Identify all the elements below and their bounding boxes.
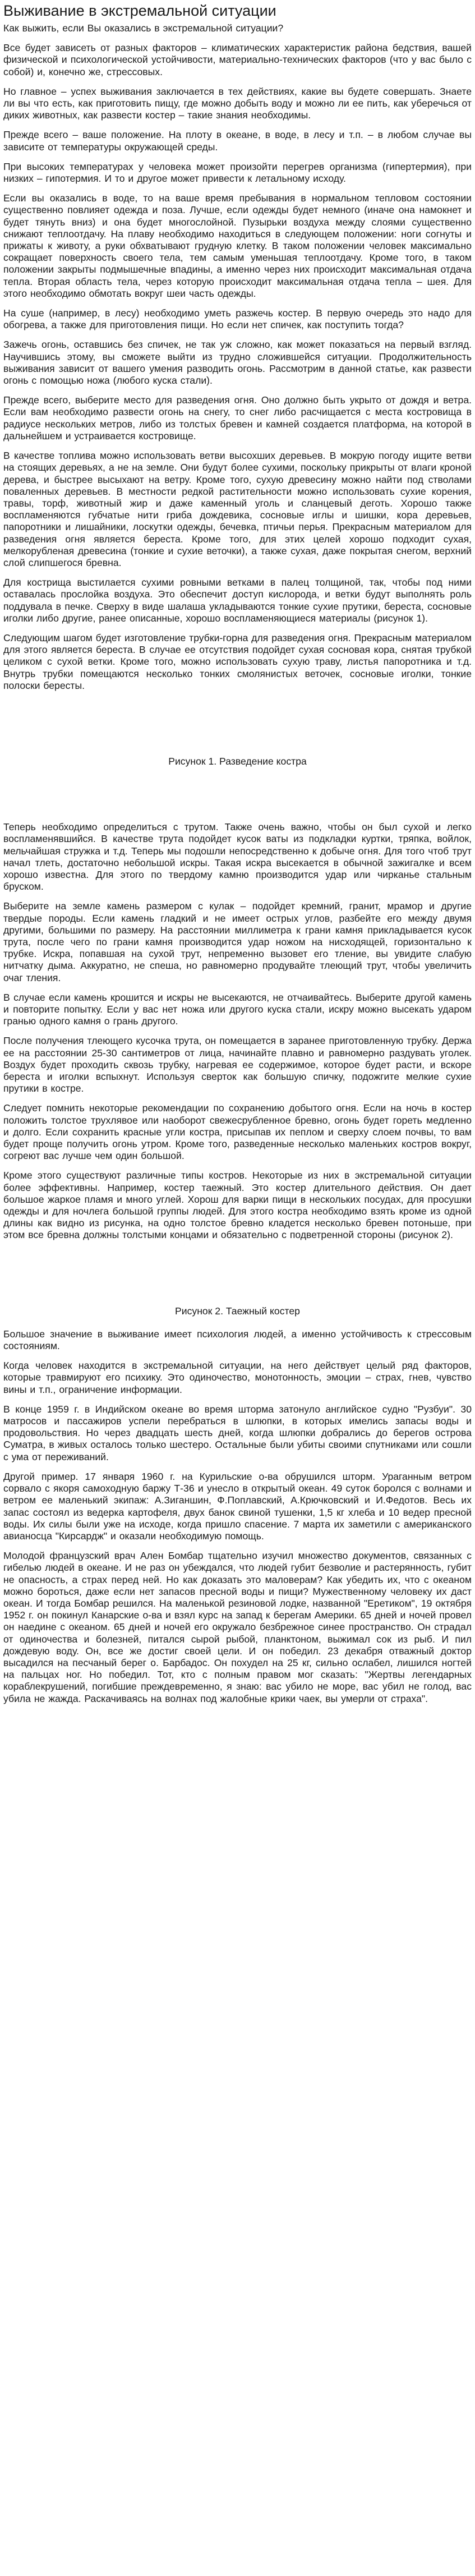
- figure-1-caption: Рисунок 1. Разведение костра: [168, 755, 307, 767]
- paragraph: Как выжить, если Вы оказались в экстремальной ситуации?: [3, 22, 284, 34]
- paragraph: Теперь необходимо определиться с трутом. Также очень важно, чтобы он был сухой и легко воспламенявшийся. В качестве трута подойдет кусок ваты из подкладки куртки, тряпка, войлок, мельчайшая стружка и т.д. Теперь мы подошли непосредственно к добыче огня. Для того чтоб трут начал тлеть, достаточно небольшой искры. Такая искра высекается в обычной зажигалке и всем хорошо известна. Для этого по твердому камню производится удар или чирканье стальным бруском.: [3, 821, 472, 893]
- paragraph: Но главное – успех выживания заключается в тех действиях, какие вы будете совершать. Знаете ли вы что есть, как приготовить пищу, где можно добыть воду и можно ли ее пить, как уберечься от диких животных, как развести костер – такие знания необходимы.: [3, 85, 472, 121]
- paragraph: После получения тлеющего кусочка трута, он помещается в заранее приготовленную трубку. Держа ее на расстоянии 25-30 сантиметров от лица, начинайте плавно и равномерно раздувать уголек. Воздух будет проходить сквозь трубку, нагревая ее содержимое, которое будет расти, и вскоре береста и иголки вспыхнут. Используя сверток как большую спичку, подожгите мелкие сухие прутики в костре.: [3, 1035, 472, 1094]
- figure-1-placeholder: [3, 700, 472, 756]
- paragraph: Следует помнить некоторые рекомендации по сохранению добытого огня. Если на ночь в костер положить толстое трухлявое или наоборот свежесрубленное бревно, огонь будет гореть медленно и долго. Если сохранить красные угли костра, присыпав их пеплом и сверху слоем почвы, то вам будет проще получить огонь утром. Кроме того, разведенные несколько маленьких костров вокруг, согреют вас лучше чем один большой.: [3, 1102, 472, 1162]
- page-title: Выживание в экстремальной ситуации: [3, 2, 276, 19]
- paragraph: Следующим шагом будет изготовление трубки-горна для разведения огня. Прекрасным материалом для этого является береста. В случае ее отсутствия подойдет сухая сосновая кора, снятая трубкой целиком с сухой ветки. Кроме того, можно использовать сухую траву, листья папоротника и т.д. Внутрь трубки помещаются несколько тонких смолянистых веточек, сосновые иголки, тонкие полоски бересты.: [3, 632, 472, 691]
- paragraph: Кроме этого существуют различные типы костров. Некоторые из них в экстремальной ситуации более эффективны. Например, костер таежный. Это костер длительного действия. Он дает большое жаркое пламя и много углей. Хорош для варки пищи в нескольких посудах, для просушки одежды и для ночлега большой группы людей. Для этого костра необходимо взять кроме из одной длины как видно из рисунка, на одно толстое бревно кладется несколько бревен потоньше, при этом все бревна должны толстыми концами и обязательно с подветренной стороны (рисунок 2).: [3, 1170, 472, 1241]
- paragraph: Большое значение в выживание имеет психология людей, а именно устойчивость к стрессовым состояниям.: [3, 1328, 472, 1352]
- paragraph: В качестве топлива можно использовать ветви высохших деревьев. В мокрую погоду ищите ветви на стоящих деревьях, а не на земле. Они будут более сухими, поскольку прикрыты от влаги кроной дерева, и быстрее высыхают на ветру. Кроме того, сухую древесину можно найти под стволами поваленных деревьев. В местности редкой растительности можно использовать сухие корения, травы, торф, животный жир и даже каменный уголь и сланцевый деготь. Хорошо также воспламеняются губчатые нити гриба дождевика, сосновые иглы и шишки, кора деревьев, папоротники и лишайники, лоскутки одежды, бечевка, птичьи перья. Прекрасным материалом для разведения огня является береста. Кроме того, для этих целей хорошо подходит сухая, мелкорубленая древесина (тонкие и сухие веточки), а также сухая, даже покрытая снегом, верхний слой слипшегося бревна.: [3, 450, 472, 568]
- paragraph: Когда человек находится в экстремальной ситуации, на него действует целый ряд факторов, которые травмируют его психику. Это одиночество, монотонность, эмоции – страх, гнев, чувство вины и т.п., ограничение информации.: [3, 1360, 472, 1395]
- paragraph: Если вы оказались в воде, то на ваше время пребывания в нормальном тепловом состоянии существенно повлияет одежда и поза. Лучше, если одежды будет немного (иначе она намокнет и будет тянуть вниз) и она будет многослойной. Пузырьки воздуха между слоями существенно снижают теплоотдачу. На плаву необходимо находиться в следующем положении: ноги согнуты и прижаты к животу, а руки обхватывают грудную клетку. В таком положении человек максимально сокращает поверхность своего тела, тем самым уменьшая теплоотдачу. Кроме того, в таком положении закрыты подмышечные впадины, а именно через них происходит максимальная отдача тепла. Вторая область тела, через которую происходит максимальная отдача тепла – шея. Для этого необходимо обмотать вокруг шеи часть одежды.: [3, 192, 472, 299]
- figure-1-spacer: [3, 767, 472, 821]
- paragraph: На суше (например, в лесу) необходимо уметь разжечь костер. В первую очередь это надо для обогрева, а также для приготовления пищи. Но если нет спичек, как поступить тогда?: [3, 307, 472, 331]
- figure-2-placeholder: [3, 1249, 472, 1305]
- figure-2-caption: Рисунок 2. Таежный костер: [175, 1305, 300, 1317]
- section-intro: [3, 22, 472, 692]
- figure-2-spacer: [3, 1317, 472, 1328]
- paragraph: При высоких температурах у человека может произойти перегрев организма (гипертермия), при низких – гипотермия. И то и другое может привести к летальному исходу.: [3, 160, 472, 185]
- paragraph: Другой пример. 17 января 1960 г. на Курильские о-ва обрушился шторм. Ураганным ветром сорвало с якоря самоходную баржу Т-36 и унесло в открытый океан. 49 суток боролся с волнами и ветром ее маленький экипаж: А.Зиганшин, Ф.Поплавский, А.Крючковский и И.Федотов. Весь их запас состоял из ведерка картофеля, двух банок свиной тушенки, 1,5 кг хлеба и 10 ведер пресной воды. Их силы были уже на исходе, когда пришло спасение. 7 марта их заметили с американского авианосца "Кирсардж" и оказали необходимую помощь.: [3, 1470, 472, 1542]
- paragraph: Зажечь огонь, оставшись без спичек, не так уж сложно, как может показаться на первый взгляд. Научившись этому, вы сможете выйти из трудно сложившейся ситуации. Продолжительность выживания зависит от вашего умения разводить огонь. Рассмотрим в данной статье, как развести огонь с помощью ножа (любого куска стали).: [3, 339, 472, 387]
- paragraph: В случае если камень крошится и искры не высекаются, не отчаивайтесь. Выберите другой камень и повторите попытку. Если у вас нет ножа или другого куска стали, искру можно высекать ударом гранью одного камня о грань другого.: [3, 991, 472, 1027]
- paragraph: Прежде всего, выберите место для разведения огня. Оно должно быть укрыто от дождя и ветра. Если вам необходимо развести огонь на снегу, то снег либо расчищается с места костровища в радиусе нескольких метров, либо из толстых бревен и камней создается платформа, на которой в дальнейшем и устраивается костровище.: [3, 394, 472, 441]
- paragraph: Выберите на земле камень размером с кулак – подойдет кремний, гранит, мрамор и другие твердые породы. Если камень гладкий и не имеет острых углов, разбейте его между двумя другими, большими по размеру. На расстоянии миллиметра к грани камня прикладывается кусок трута, после чего по грани камня производится удар ножом на нисходящей, горизонтально к трубке. Искра, попавшая на сухой трут, непременно вызовет его тление, вы увидите слабую нитчатку дыма. Аккуратно, не спеша, но равномерно продувайте тлеющий трут, чтобы увеличить очаг тления.: [3, 900, 472, 983]
- section-psychology: [3, 1328, 472, 1705]
- paragraph: Для кострища выстилается сухими ровными ветками в палец толщиной, так, чтобы под ними оставалась прослойка воздуха. Это обеспечит доступ кислорода, и ветки будут выполнять роль поддувала в печке. Сверху в виде шалаша укладываются тонкие сухие прутики, береста, сосновые иголки либо другие, ранее описанные, хорошо воспламеняющиеся материалы (рисунок 1).: [3, 577, 472, 624]
- paragraph: Прежде всего – ваше положение. На плоту в океане, в воде, в лесу и т.п. – в любом случае вы зависите от температуры окружающей среды.: [3, 129, 472, 153]
- paragraph: В конце 1959 г. в Индийском океане во время шторма затонуло английское судно "Рузбуи". 30 матросов и пассажиров успели перебраться в шлюпки, в которых имелись запасы воды и продовольствия. Но через двадцать шесть дней, когда шлюпки добрались до берегов острова Суматра, в живых осталось только шестеро. Остальные были убиты своими спутниками или сошли с ума от переживаний.: [3, 1403, 472, 1462]
- section-fire: [3, 821, 472, 1241]
- paragraph: Молодой французский врач Ален Бомбар тщательно изучил множество документов, связанных с гибелью людей в океане. И не раз он убеждался, что людей губит безволие и растерянность, губит не опасность, а страх перед ней. Но как доказать это маловерам? Как убедить их, что с океаном можно бороться, даже если нет запасов пресной воды и пищи? Мужественному человеку их даст океан. И тогда Бомбар решился. На маленькой резиновой лодке, названной "Еретиком", 19 октября 1952 г. он покинул Канарские о-ва и взял курс на запад к берегам Америки. 65 дней и ночей провел он наедине с океаном. 65 дней и ночей его окружало безбрежное синее пространство. Он страдал от одиночества и болезней, питался сырой рыбой, планктоном, выжимал сок из рыб. И пил дождевую воду. Он, все же достиг своей цели. И он победил. 23 декабря отважный доктор высадился на песчаный берег о. Барбадос. Он похудел на 25 кг, сильно ослабел, лишился ногтей на пальцах ног. Но победил. Тот, кто с полным правом мог сказать: "Жертвы легендарных кораблекрушений, погибшие преждевременно, я знаю: вас убило не море, вас убил не голод, вас убила не жажда. Раскачиваясь на волнах под жалобные крики чаек, вы умерли от страха".: [3, 1550, 472, 1704]
- paragraph: Все будет зависеть от разных факторов – климатических характеристик района бедствия, вашей физической и психологической устойчивости, материально-технических факторов (что у вас было с собой) и, конечно же, стрессовых.: [3, 42, 472, 77]
